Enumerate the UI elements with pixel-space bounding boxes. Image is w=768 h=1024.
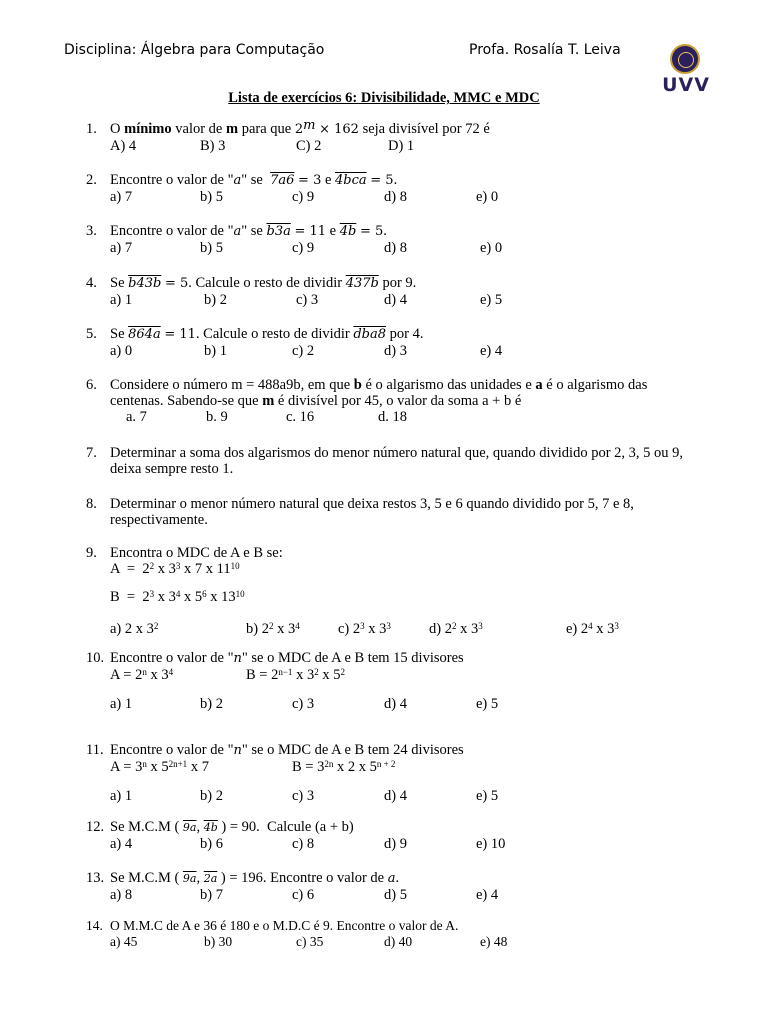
formula-b: $B = 2^{n-1}$ x $3^2$ x $5^2$ — [246, 667, 345, 683]
question-11: 11. Encontre o valor de "n" se o MDC de A e B tem 24 divisores $A = 3^n$ x $5^{2n+1}$ x 7 $B = 3^{2n}$ x 2 x $5^{n + 2}$ a) 1 b) 2 c) 3 d) 4 e) 5 — [86, 742, 696, 805]
options — [110, 621, 696, 638]
option-c: c) 35 — [296, 934, 324, 949]
option-b: b) 1 — [204, 343, 227, 359]
option-c: C) 2 — [296, 138, 322, 154]
question-6: 6. Considere o número m = 488a9b, em que b é o algarismo das unidades e a é o algarismo das centenas. Sabendo-se que m é divisível por 45, o valor da soma a + b é a. 7 b. 9 c. 16 d. 18 — [86, 377, 696, 426]
option-a: a) 7 — [110, 240, 133, 256]
discipline-label: Disciplina: Álgebra para Computação — [64, 42, 325, 58]
option-c: c) $2^3$ x $3^3$ — [338, 621, 391, 637]
option-a: a. 7 — [126, 409, 147, 425]
options — [110, 343, 696, 360]
option-b: b) 6 — [200, 836, 223, 852]
university-seal-icon — [670, 44, 700, 74]
option-a: a) 1 — [110, 788, 133, 804]
formula-b: $B = 3^{2n}$ x 2 x $5^{n + 2}$ — [292, 759, 396, 775]
question-13: 13. Se M.C.M ( 9a, 2a ) = 196. Encontre o valor de a. a) 8 b) 7 c) 6 d) 5 e) 4 — [86, 870, 696, 904]
option-a: a) 1 — [110, 292, 133, 308]
option-a: a) 45 — [110, 934, 138, 949]
option-a: a) 1 — [110, 696, 133, 712]
options — [126, 409, 696, 426]
option-c: c) 3 — [292, 788, 315, 804]
option-b: b) 2 — [204, 292, 227, 308]
question-text: Considere o número m = 488a9b, em que b é o algarismo das unidades e a é o algarismo das centenas. Sabendo-se que m é divisível por 45, o valor da soma a + b é — [110, 377, 648, 409]
question-text: Encontre o valor de "n" se o MDC de A e B tem 24 divisores — [110, 742, 464, 758]
options — [110, 887, 696, 904]
question-3: 3. Encontre o valor de "a" se b3a = 11 e 4b = 5. a) 7 b) 5 c) 9 d) 8 e) 0 — [86, 223, 696, 257]
question-1: 1. O mínimo valor de m para que 2$^m$ × 162 seja divisível por 72 é A) 4 B) 3 C) 2 D) 1 — [86, 121, 696, 155]
question-text: Determinar o menor número natural que deixa restos 3, 5 e 6 quando dividido por 5, 7 e 8, respectivamente. — [110, 496, 634, 528]
option-b: B) 3 — [200, 138, 226, 154]
question-text: Se M.C.M ( 9a, 4b ) = 90. Calcule (a + b) — [110, 819, 354, 835]
options — [110, 292, 696, 309]
uvv-logo — [658, 44, 714, 94]
option-e: e) $2^4$ x $3^3$ — [566, 621, 619, 637]
question-10: 10. Encontre o valor de "n" se o MDC de A e B tem 15 divisores $A = 2^n$ x $3^4$ $B = 2^{n-1}$ x $3^2$ x $5^2$ a) 1 b) 2 c) 3 d) 4 e) 5 — [86, 650, 696, 713]
options — [110, 934, 696, 951]
question-14: 14. O M.M.C de A e 36 é 180 e o M.D.C é 9. Encontre o valor de A. a) 45 b) 30 c) 35 d) 40 e) 48 — [86, 918, 696, 951]
options — [110, 240, 696, 257]
question-text: Encontra o MDC de A e B se: — [110, 545, 283, 561]
option-c: c) 9 — [292, 240, 315, 256]
option-c: c) 8 — [292, 836, 315, 852]
option-a: a) 7 — [110, 189, 133, 205]
option-a: a) 8 — [110, 887, 133, 903]
question-2: 2. Encontre o valor de "a" se 7a6 = 3 e 4bca = 5. a) 7 b) 5 c) 9 d) 8 e) 0 — [86, 172, 696, 206]
option-d: d) 4 — [384, 696, 407, 712]
option-b: b. 9 — [206, 409, 228, 425]
question-8: 8. Determinar o menor número natural que deixa restos 3, 5 e 6 quando dividido por 5, 7 e 8, respectivamente. — [86, 496, 696, 528]
question-4: 4. Se b43b = 5. Calcule o resto de dividir 437b por 9. a) 1 b) 2 c) 3 d) 4 e) 5 — [86, 275, 696, 309]
question-text: Encontre o valor de "a" se b3a = 11 e 4b = 5. — [110, 223, 387, 239]
question-text: Se b43b = 5. Calcule o resto de dividir 437b por 9. — [110, 275, 417, 291]
question-text: Determinar a soma dos algarismos do menor número natural que, quando dividido por 2, 3, 5 ou 9, deixa sempre resto 1. — [110, 445, 684, 477]
option-b: b) 2 — [200, 696, 223, 712]
option-c: c) 6 — [292, 887, 315, 903]
option-d: D) 1 — [388, 138, 415, 154]
option-e: e) 5 — [480, 292, 503, 308]
option-a: a) 4 — [110, 836, 133, 852]
question-5: 5. Se 864a = 11. Calcule o resto de dividir dba8 por 4. a) 0 b) 1 c) 2 d) 3 e) 4 — [86, 326, 696, 360]
logo-text: UVV — [662, 74, 710, 96]
formulas — [110, 759, 696, 776]
option-c: c. 16 — [286, 409, 315, 425]
options — [110, 138, 696, 155]
option-d: d) 3 — [384, 343, 407, 359]
option-b: b) 30 — [204, 934, 233, 949]
question-text: Encontre o valor de "a" se 7a6 = 3 e 4bca = 5. — [110, 172, 398, 188]
option-d: d) 4 — [384, 292, 407, 308]
question-text: O mínimo valor de m para que 2$^m$ × 162 seja divisível por 72 é — [110, 118, 490, 137]
options — [110, 836, 696, 853]
option-e: e) 48 — [480, 934, 508, 949]
option-c: c) 3 — [292, 696, 315, 712]
option-e: e) 5 — [476, 696, 499, 712]
teacher-label: Profa. Rosalía T. Leiva — [469, 42, 621, 58]
options — [110, 696, 696, 713]
formula-a: $A = 2^n$ x $3^4$ — [110, 667, 174, 683]
option-d: d) 8 — [384, 240, 407, 256]
option-b: b) 5 — [200, 189, 223, 205]
option-d: d) 4 — [384, 788, 407, 804]
option-d: d) $2^2$ x $3^3$ — [429, 621, 483, 637]
option-d: d. 18 — [378, 409, 407, 425]
question-text: Se 864a = 11. Calcule o resto de dividir dba8 por 4. — [110, 326, 424, 342]
option-d: d) 40 — [384, 934, 413, 949]
option-c: c) 3 — [296, 292, 319, 308]
option-b: b) 7 — [200, 887, 223, 903]
option-e: e) 10 — [476, 836, 506, 852]
question-12: 12. Se M.C.M ( 9a, 4b ) = 90. Calcule (a + b) a) 4 b) 6 c) 8 d) 9 e) 10 — [86, 819, 696, 853]
option-e: e) 0 — [476, 189, 499, 205]
option-b: b) 2 — [200, 788, 223, 804]
formula-a: $A = 2^2$ x $3^3$ x 7 x $11^{10}$ — [110, 561, 240, 577]
option-b: b) 5 — [200, 240, 223, 256]
option-a: a) 0 — [110, 343, 133, 359]
option-d: d) 9 — [384, 836, 407, 852]
option-c: c) 9 — [292, 189, 315, 205]
formulas — [110, 667, 696, 684]
question-9: 9. Encontra o MDC de A e B se: $A = 2^2$ x $3^3$ x 7 x $11^{10}$ $B = 2^3$ x $3^4$ x $5^6$ x $13^{10}$ a) 2 x $3^2$ b) $2^2$ x $3^4$ c) $2^3$ x $3^3$ d) $2^2$ x $3^3$ e) $2^4$ x $3^3$ — [86, 545, 696, 638]
question-text: Encontre o valor de "n" se o MDC de A e B tem 15 divisores — [110, 650, 464, 666]
options — [110, 189, 696, 206]
option-e: e) 4 — [476, 887, 499, 903]
option-e: e) 0 — [480, 240, 503, 256]
option-c: c) 2 — [292, 343, 315, 359]
question-7: 7. Determinar a soma dos algarismos do menor número natural que, quando dividido por 2, 3, 5 ou 9, deixa sempre resto 1. — [86, 445, 696, 477]
option-d: d) 8 — [384, 189, 407, 205]
option-e: e) 4 — [480, 343, 503, 359]
question-text: Se M.C.M ( 9a, 2a ) = 196. Encontre o valor de a. — [110, 870, 400, 886]
question-text: O M.M.C de A e 36 é 180 e o M.D.C é 9. Encontre o valor de A. — [110, 918, 459, 933]
option-e: e) 5 — [476, 788, 499, 804]
option-b: b) $2^2$ x $3^4$ — [246, 621, 300, 637]
option-a: A) 4 — [110, 138, 137, 154]
formula-a: $A = 3^n$ x $5^{2n+1}$ x 7 — [110, 759, 209, 775]
option-d: d) 5 — [384, 887, 407, 903]
formula-b: $B = 2^3$ x $3^4$ x $5^6$ x $13^{10}$ — [110, 589, 245, 605]
options — [110, 788, 696, 805]
option-a: a) 2 x $3^2$ — [110, 621, 159, 637]
page-title: Lista de exercícios 6: Divisibilidade, MMC e MDC — [228, 90, 540, 106]
